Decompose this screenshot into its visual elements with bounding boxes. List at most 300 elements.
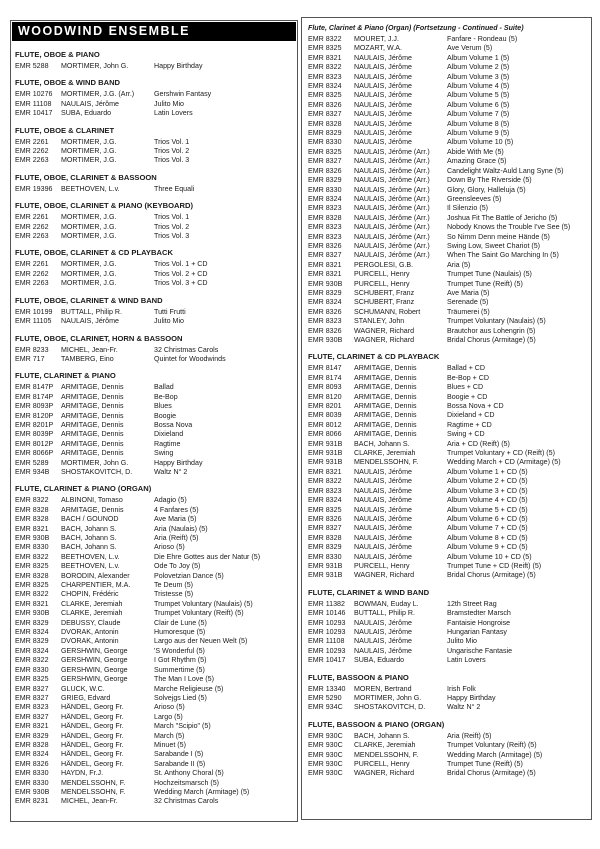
catalog-row [15, 637, 293, 646]
catalog-row [308, 44, 586, 53]
row-code: EMR 2262 [15, 269, 49, 278]
row-code: EMR 8330 [308, 138, 342, 147]
row-composer: NAULAIS, Jérôme [354, 53, 412, 62]
row-composer: MOZART, W.A. [354, 44, 402, 53]
catalog-row [308, 449, 586, 458]
row-code: EMR 8329 [308, 288, 342, 297]
catalog-row [308, 393, 586, 402]
row-composer: ARMITAGE, Dennis [354, 373, 417, 382]
row-title: Be-Bop [154, 392, 178, 401]
row-title: 32 Christmas Carols [154, 345, 219, 354]
row-title: I Got Rhythm (5) [154, 656, 207, 665]
row-title: Tristesse (5) [154, 590, 194, 599]
row-composer: MORTIMER, John G. [354, 694, 422, 702]
row-code: EMR 8325 [15, 581, 49, 590]
row-title: Happy Birthday [154, 458, 203, 467]
catalog-row [308, 120, 586, 129]
row-composer: DVORAK, Antonin [61, 628, 119, 637]
row-composer: NAULAIS, Jérôme [354, 72, 412, 81]
catalog-row [308, 383, 586, 392]
row-title: Wedding March (Armitage) (5) [447, 750, 543, 759]
catalog-section [15, 371, 293, 477]
catalog-row [308, 430, 586, 439]
row-composer: WAGNER, Richard [354, 336, 415, 344]
catalog-row [308, 204, 586, 213]
row-title: Adagio (5) [154, 496, 187, 505]
row-title: Trumpet Tune + CD (Reift) (5) [447, 561, 542, 570]
row-composer: NAULAIS, Jérôme [354, 505, 412, 514]
row-title: Album Volume 8 + CD (5) [447, 533, 528, 542]
row-title: Te Deum (5) [154, 581, 194, 590]
row-composer: HÄNDEL, Georg Fr. [61, 759, 124, 768]
catalog-row [15, 553, 293, 562]
catalog-row [15, 260, 293, 269]
row-title: March (5) [154, 731, 185, 740]
row-code: EMR 8325 [15, 675, 49, 684]
row-title: Brautchor aus Lohengrin (5) [447, 326, 536, 335]
row-composer: NAULAIS, Jérôme (Arr.) [354, 194, 430, 203]
row-title: Joshua Fit The Battle of Jericho (5) [447, 213, 558, 222]
row-composer: NAULAIS, Jérôme [354, 524, 412, 533]
row-code: EMR 19396 [15, 184, 53, 193]
catalog-row [308, 138, 586, 147]
row-title: Solvejgs Lied (5) [154, 693, 207, 702]
catalog-row [15, 496, 293, 505]
row-composer: NAULAIS, Jérôme [354, 100, 412, 109]
row-code: EMR 930C [308, 760, 343, 769]
row-code: EMR 8174 [308, 373, 342, 382]
row-code: EMR 8174P [15, 392, 54, 401]
catalog-section [308, 588, 586, 666]
row-title: Album Volume 5 + CD (5) [447, 505, 528, 514]
row-code: EMR 8330 [308, 552, 342, 561]
row-code: EMR 8325 [15, 562, 49, 571]
row-title: Latin Lovers [154, 109, 193, 118]
section-heading: Flute, Clarinet & Piano (Organ) (Fortsetzung - Continued - Suite) [308, 24, 524, 32]
catalog-row [308, 148, 586, 157]
row-code: EMR 8326 [15, 759, 49, 768]
catalog-row [308, 270, 586, 279]
row-composer: ARMITAGE, Dennis [61, 439, 124, 448]
catalog-row [308, 195, 586, 204]
catalog-row [308, 628, 586, 637]
row-code: EMR 8093P [15, 402, 54, 411]
row-title: Summertime (5) [154, 665, 205, 674]
catalog-row [15, 685, 293, 694]
row-composer: WAGNER, Richard [354, 769, 415, 778]
catalog-row [15, 213, 293, 222]
row-code: EMR 8321 [15, 722, 49, 731]
row-composer: SHOSTAKOVITCH, D. [61, 467, 133, 476]
row-code: EMR 8039P [15, 430, 54, 439]
row-composer: GERSHWIN, George [61, 675, 128, 684]
row-code: EMR 8201P [15, 420, 54, 429]
row-composer: BACH, Johann S. [61, 534, 117, 542]
catalog-row [15, 600, 293, 609]
row-title: Bossa Nova + CD [447, 402, 504, 411]
row-composer: NAULAIS, Jérôme [354, 552, 412, 561]
catalog-row [15, 534, 293, 543]
catalog-section [15, 296, 293, 327]
catalog-row [308, 656, 586, 665]
row-title: 'S Wonderful (5) [154, 646, 205, 655]
row-composer: HÄNDEL, Georg Fr. [61, 712, 124, 721]
row-code: EMR 8326 [308, 326, 342, 335]
row-code: EMR 8323 [308, 204, 342, 213]
row-title: Trios Vol. 1 [154, 213, 190, 222]
catalog-row [308, 251, 586, 260]
catalog-row [15, 109, 293, 118]
row-composer: MORTIMER, J.G. [61, 279, 117, 288]
row-composer: MORTIMER, J.G. [61, 137, 117, 146]
row-title: Aria (Reift) (5) [447, 731, 492, 740]
row-code: EMR 717 [15, 354, 45, 363]
catalog-row [308, 562, 586, 571]
row-title: Trios Vol. 1 + CD [154, 260, 208, 269]
row-title: Album Volume 6 (5) [447, 100, 510, 109]
row-title: Swing Low, Sweet Chariot (5) [447, 241, 541, 250]
row-composer: SCHUBERT, Franz [354, 288, 415, 297]
row-composer: GERSHWIN, George [61, 656, 128, 665]
row-code: EMR 8321 [308, 53, 342, 62]
row-composer: CLARKE, Jeremiah [354, 449, 416, 458]
row-title: Album Volume 10 (5) [447, 138, 514, 147]
catalog-row [15, 750, 293, 759]
row-composer: BACH, Johann S. [61, 524, 117, 533]
row-code: EMR 8325 [308, 147, 342, 156]
row-title: Irish Folk [447, 684, 476, 693]
catalog-row [15, 628, 293, 637]
row-code: EMR 8327 [15, 712, 49, 721]
catalog-section [15, 334, 293, 365]
row-composer: TAMBERG, Eino [61, 354, 114, 363]
row-code: EMR 2263 [15, 232, 49, 241]
row-code: EMR 8325 [308, 44, 342, 53]
row-title: Album Volume 5 (5) [447, 91, 510, 100]
row-title: Fantaisie Hongroise [447, 618, 511, 627]
row-code: EMR 8231 [15, 797, 49, 806]
row-code: EMR 8329 [15, 618, 49, 627]
catalog-row [308, 336, 586, 345]
catalog-row [308, 157, 586, 166]
catalog-row [308, 73, 586, 82]
row-code: EMR 10417 [308, 656, 346, 665]
row-title: Trumpet Voluntary (Reift) (5) [447, 741, 537, 750]
row-composer: NAULAIS, Jérôme (Arr.) [354, 204, 430, 213]
row-title: Happy Birthday [447, 694, 496, 702]
row-code: EMR 8322 [15, 496, 49, 505]
catalog-row [308, 54, 586, 63]
catalog-row [308, 308, 586, 317]
row-code: EMR 8326 [308, 100, 342, 109]
section-heading: FLUTE, CLARINET & CD PLAYBACK [308, 352, 440, 362]
row-composer: ARMITAGE, Dennis [61, 392, 124, 401]
row-composer: NAULAIS, Jérôme [354, 63, 412, 72]
row-composer: NAULAIS, Jérôme [354, 119, 412, 128]
row-code: EMR 8326 [308, 241, 342, 250]
catalog-row [15, 449, 293, 458]
row-code: EMR 11382 [308, 599, 345, 608]
row-title: Die Ehre Gottes aus der Natur (5) [154, 552, 261, 561]
catalog-section [15, 50, 293, 71]
row-code: EMR 10293 [308, 646, 346, 655]
row-composer: MORTIMER, J.G. [61, 213, 117, 222]
row-code: EMR 8321 [308, 467, 342, 476]
row-code: EMR 2261 [15, 213, 49, 222]
row-title: Ave Maria (5) [154, 515, 197, 524]
row-code: EMR 931B [308, 458, 343, 467]
left-column [10, 20, 298, 822]
catalog-row [15, 317, 293, 326]
row-composer: GLUCK, W.C. [61, 684, 105, 693]
row-title: Trumpet Tune (Naulais) (5) [447, 270, 532, 279]
row-composer: HÄNDEL, Georg Fr. [61, 722, 124, 731]
row-title: Sarabande I (5) [154, 750, 204, 759]
catalog-row [15, 647, 293, 656]
row-composer: BEETHOVEN, L.v. [61, 184, 120, 193]
catalog-row [308, 233, 586, 242]
row-code: EMR 8147 [308, 364, 342, 373]
row-title: Trumpet Voluntary (Naulais) (5) [154, 599, 253, 608]
row-code: EMR 8330 [15, 769, 49, 778]
row-code: EMR 8322 [308, 477, 342, 486]
page-title: WOODWIND ENSEMBLE [12, 22, 296, 41]
row-composer: ARMITAGE, Dennis [61, 411, 124, 420]
row-code: EMR 5290 [308, 694, 342, 702]
row-composer: ARMITAGE, Dennis [61, 402, 124, 411]
catalog-row [15, 525, 293, 534]
row-composer: ARMITAGE, Dennis [61, 505, 124, 514]
catalog-row [308, 571, 586, 580]
row-title: Largo (5) [154, 712, 183, 721]
row-composer: WAGNER, Richard [354, 326, 415, 335]
row-composer: MOREN, Bertrand [354, 684, 412, 693]
row-code: EMR 930B [308, 279, 343, 288]
row-composer: SHOSTAKOVITCH, D. [354, 703, 426, 712]
row-composer: ARMITAGE, Dennis [61, 420, 124, 429]
row-composer: NAULAIS, Jérôme [354, 82, 412, 91]
row-composer: NAULAIS, Jérôme [354, 627, 412, 636]
row-composer: SUBA, Eduardo [61, 109, 112, 118]
row-title: Nobody Knows the Trouble I've See (5) [447, 223, 571, 232]
row-composer: ARMITAGE, Dennis [354, 392, 417, 401]
row-code: EMR 931B [308, 571, 343, 580]
catalog-row [15, 440, 293, 449]
catalog-row [308, 543, 586, 552]
right-column [301, 17, 592, 820]
catalog-row [15, 459, 293, 468]
catalog-section [15, 173, 293, 194]
row-code: EMR 8324 [15, 646, 49, 655]
catalog-row [308, 280, 586, 289]
row-composer: HÄNDEL, Georg Fr. [61, 703, 124, 712]
row-code: EMR 8330 [15, 543, 49, 552]
catalog-row [15, 722, 293, 731]
catalog-row [308, 647, 586, 656]
row-composer: MORTIMER, J.G. [61, 147, 117, 156]
catalog-row [308, 298, 586, 307]
row-composer: CHARPENTIER, M.A. [61, 581, 131, 590]
catalog-row [15, 713, 293, 722]
section-heading: FLUTE, BASSOON & PIANO (ORGAN) [308, 719, 445, 729]
catalog-row [15, 797, 293, 806]
row-composer: ARMITAGE, Dennis [354, 420, 417, 429]
catalog-row [15, 156, 293, 165]
catalog-row [15, 62, 293, 71]
row-code: EMR 8093 [308, 383, 342, 392]
row-title: Album Volume 2 + CD (5) [447, 477, 528, 486]
catalog-row [15, 232, 293, 241]
row-title: Trumpet Voluntary + CD (Reift) (5) [447, 449, 555, 458]
row-title: Trios Vol. 2 + CD [154, 269, 208, 278]
catalog-row [308, 101, 586, 110]
row-composer: NAULAIS, Jérôme (Arr.) [354, 157, 430, 166]
row-code: EMR 8327 [15, 684, 49, 693]
row-title: Trumpet Tune (Reift) (5) [447, 760, 523, 769]
catalog-row [15, 138, 293, 147]
row-code: EMR 8328 [15, 505, 49, 514]
catalog-row [308, 223, 586, 232]
row-composer: MORTIMER, John G. [61, 62, 129, 70]
row-title: Aria (Reift) (5) [154, 534, 199, 542]
row-composer: BEETHOVEN, L.v. [61, 552, 120, 561]
row-code: EMR 8012 [308, 420, 342, 429]
row-title: Clair de Lune (5) [154, 618, 207, 627]
row-composer: DEBUSSY, Claude [61, 618, 121, 627]
row-title: Hungarian Fantasy [447, 627, 507, 636]
row-title: Ode To Joy (5) [154, 562, 201, 571]
catalog-row [308, 91, 586, 100]
row-title: Ave Verum (5) [447, 44, 493, 53]
catalog-row [308, 496, 586, 505]
row-composer: GERSHWIN, George [61, 646, 128, 655]
row-composer: NAULAIS, Jérôme [354, 637, 412, 646]
row-composer: CLARKE, Jeremiah [61, 599, 123, 608]
row-composer: PERGOLESI, G.B. [354, 260, 414, 269]
row-title: Largo aus der Neuen Welt (5) [154, 637, 248, 646]
catalog-section [308, 720, 586, 779]
catalog-row [308, 609, 586, 618]
catalog-row [308, 110, 586, 119]
row-composer: NAULAIS, Jérôme [354, 646, 412, 655]
row-title: Aria + CD (Reift) (5) [447, 439, 510, 448]
catalog-row [15, 506, 293, 515]
row-composer: WAGNER, Richard [354, 571, 415, 580]
row-composer: ARMITAGE, Dennis [61, 430, 124, 439]
catalog-row [15, 515, 293, 524]
row-composer: NAULAIS, Jérôme [61, 99, 119, 108]
row-composer: NAULAIS, Jérôme [354, 496, 412, 505]
row-title: Album Volume 3 + CD (5) [447, 486, 528, 495]
catalog-row [15, 402, 293, 411]
row-code: EMR 8324 [308, 82, 342, 91]
catalog-row [15, 90, 293, 99]
row-composer: NAULAIS, Jérôme (Arr.) [354, 213, 430, 222]
catalog-row [15, 590, 293, 599]
section-heading: FLUTE, OBOE, CLARINET & CD PLAYBACK [15, 248, 173, 258]
row-code: EMR 8329 [308, 176, 342, 185]
row-code: EMR 8328 [308, 119, 342, 128]
row-code: EMR 8324 [308, 298, 342, 307]
catalog-row [308, 440, 586, 449]
catalog-row [308, 732, 586, 741]
row-title: Ballad + CD [447, 364, 486, 373]
row-code: EMR 8328 [15, 571, 49, 580]
row-title: Trios Vol. 1 [154, 137, 190, 146]
row-composer: ARMITAGE, Dennis [61, 383, 124, 392]
row-title: Album Volume 4 (5) [447, 82, 510, 91]
catalog-row [15, 468, 293, 477]
row-composer: BACH / GOUNOD [61, 515, 119, 524]
catalog-row [308, 421, 586, 430]
row-composer: BUTTALL, Philip R. [61, 307, 122, 316]
row-title: Abide With Me (5) [447, 147, 504, 156]
row-title: Hochzeitsmarsch (5) [154, 778, 220, 787]
row-code: EMR 8327 [308, 157, 342, 166]
left-column-content [11, 42, 297, 807]
catalog-row [308, 167, 586, 176]
row-composer: ARMITAGE, Dennis [354, 402, 417, 411]
row-composer: PURCELL, Henry [354, 561, 410, 570]
catalog-row [308, 468, 586, 477]
row-code: EMR 5288 [15, 62, 49, 70]
row-composer: ALBINONI, Tomaso [61, 496, 123, 505]
row-title: Down By The Riverside (5) [447, 176, 532, 185]
row-title: Polovetzian Dance (5) [154, 571, 224, 580]
row-code: EMR 8324 [15, 628, 49, 637]
catalog-row [15, 675, 293, 684]
row-composer: NAULAIS, Jérôme [354, 110, 412, 119]
row-title: When The Saint Go Marching In (5) [447, 251, 559, 260]
row-title: Il Silenzio (5) [447, 204, 489, 213]
row-code: EMR 8323 [308, 232, 342, 241]
row-code: EMR 8324 [308, 496, 342, 505]
row-title: Ballad [154, 383, 174, 392]
row-code: EMR 10293 [308, 627, 346, 636]
catalog-row [308, 261, 586, 270]
catalog-row [308, 289, 586, 298]
catalog-row [308, 176, 586, 185]
row-title: Trios Vol. 3 [154, 232, 190, 241]
row-composer: MORTIMER, J.G. [61, 260, 117, 269]
catalog-row [15, 788, 293, 797]
catalog-row [15, 346, 293, 355]
row-code: EMR 8323 [308, 223, 342, 232]
row-composer: DVORAK, Antonin [61, 637, 119, 646]
catalog-row [15, 619, 293, 628]
row-composer: PURCELL, Henry [354, 270, 410, 279]
row-composer: SUBA, Eduardo [354, 656, 405, 665]
row-code: EMR 8327 [308, 524, 342, 533]
catalog-row [308, 477, 586, 486]
row-code: EMR 8321 [308, 270, 342, 279]
row-code: EMR 8327 [308, 110, 342, 119]
row-title: Julito Mio [447, 637, 477, 646]
catalog-row [15, 779, 293, 788]
row-composer: BACH, Johann S. [354, 731, 410, 740]
row-code: EMR 13340 [308, 684, 346, 693]
row-title: Dixieland [154, 430, 184, 439]
catalog-row [15, 732, 293, 741]
row-title: 4 Fanfares (5) [154, 505, 199, 514]
catalog-section [15, 126, 293, 166]
row-composer: NAULAIS, Jérôme [354, 467, 412, 476]
row-composer: NAULAIS, Jérôme [354, 543, 412, 552]
catalog-section [15, 484, 293, 806]
catalog-row [308, 364, 586, 373]
row-composer: HÄNDEL, Georg Fr. [61, 731, 124, 740]
row-code: EMR 11105 [15, 317, 52, 326]
